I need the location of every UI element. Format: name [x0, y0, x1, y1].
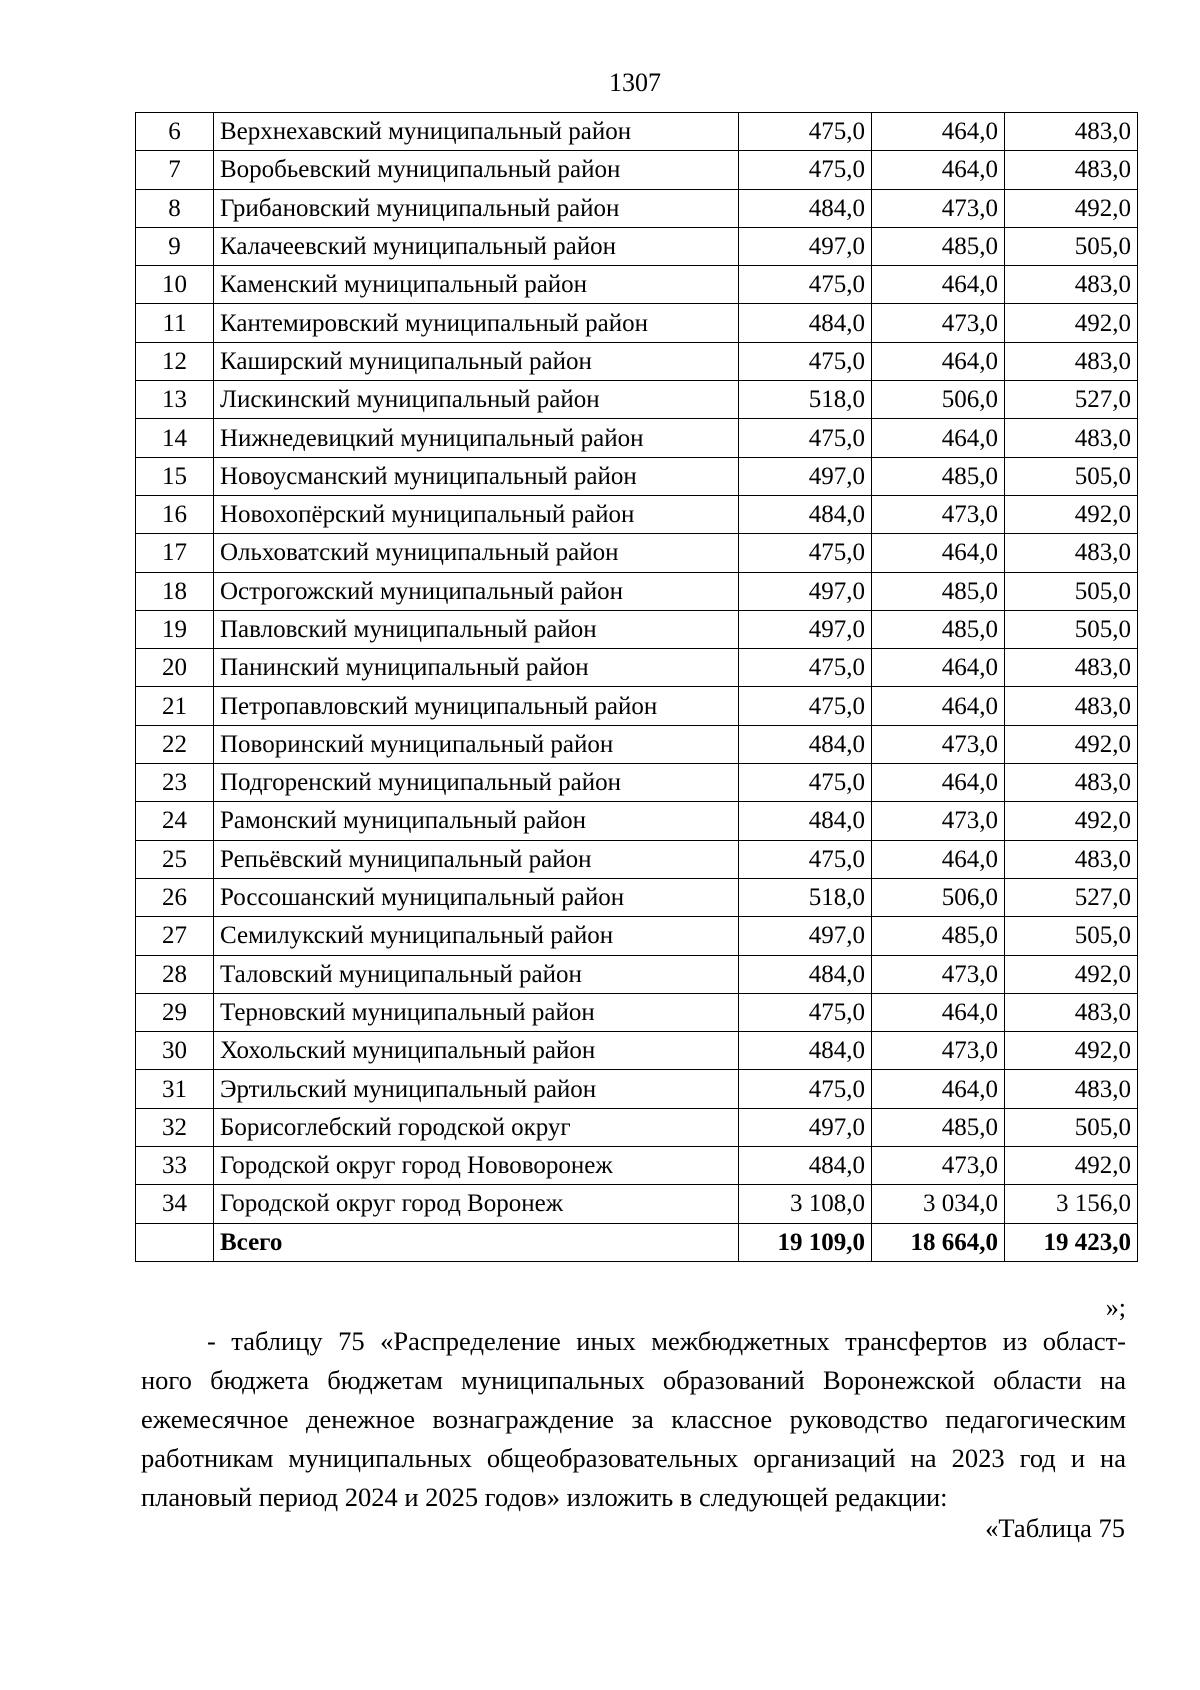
municipality-name-cell: Каменский муниципальный район — [214, 266, 739, 304]
amount-2025-cell: 483,0 — [1005, 342, 1138, 380]
table-row — [136, 687, 1138, 725]
municipality-name-cell: Семилукский муниципальный район — [214, 917, 739, 955]
municipality-name-cell: Борисоглебский городской округ — [214, 1108, 739, 1146]
municipality-name-cell: Эртильский муниципальный район — [214, 1070, 739, 1108]
total-municipality-name-cell: Всего — [214, 1223, 739, 1261]
amount-2023-cell: 497,0 — [739, 610, 872, 648]
municipality-name-cell: Новоусманский муниципальный район — [214, 457, 739, 495]
table-row — [136, 1108, 1138, 1146]
table-row — [136, 534, 1138, 572]
municipality-name-cell: Верхнехавский муниципальный район — [214, 113, 739, 151]
row-number-cell: 17 — [136, 534, 214, 572]
row-number-cell: 7 — [136, 151, 214, 189]
amount-2025-cell: 483,0 — [1005, 419, 1138, 457]
table-row — [136, 1032, 1138, 1070]
municipality-name-cell: Поворинский муниципальный район — [214, 725, 739, 763]
amount-2025-cell: 483,0 — [1005, 1070, 1138, 1108]
table-row — [136, 419, 1138, 457]
amount-2024-cell: 464,0 — [872, 687, 1005, 725]
amount-2023-cell: 475,0 — [739, 419, 872, 457]
total-row-number-cell — [136, 1223, 214, 1261]
amount-2025-cell: 483,0 — [1005, 840, 1138, 878]
amount-2025-cell: 483,0 — [1005, 649, 1138, 687]
municipality-name-cell: Репьёвский муниципальный район — [214, 840, 739, 878]
closing-quote: »; — [1105, 1293, 1126, 1322]
row-number-cell: 32 — [136, 1108, 214, 1146]
row-number-cell: 11 — [136, 304, 214, 342]
amount-2024-cell: 485,0 — [872, 457, 1005, 495]
row-number-cell: 34 — [136, 1185, 214, 1223]
amount-2025-cell: 483,0 — [1005, 113, 1138, 151]
row-number-cell: 16 — [136, 495, 214, 533]
municipality-name-cell: Острогожский муниципальный район — [214, 572, 739, 610]
amount-2024-cell: 3 034,0 — [872, 1185, 1005, 1223]
row-number-cell: 8 — [136, 189, 214, 227]
amount-2025-cell: 483,0 — [1005, 764, 1138, 802]
table-row — [136, 840, 1138, 878]
amount-2025-cell: 483,0 — [1005, 534, 1138, 572]
row-number-cell: 29 — [136, 993, 214, 1031]
paragraph-line: - таблицу 75 «Распределение иных межбюджетных трансфертов из област- — [207, 1326, 1126, 1356]
municipality-name-cell: Кантемировский муниципальный район — [214, 304, 739, 342]
amount-2023-cell: 484,0 — [739, 495, 872, 533]
table-row — [136, 227, 1138, 265]
amount-2025-cell: 527,0 — [1005, 381, 1138, 419]
municipality-name-cell: Таловский муниципальный район — [214, 955, 739, 993]
paragraph-line: ного бюджета бюджетам муниципальных образований Воронежской области на — [141, 1365, 1126, 1395]
amount-2023-cell: 484,0 — [739, 725, 872, 763]
table-row — [136, 304, 1138, 342]
municipality-name-cell: Воробьевский муниципальный район — [214, 151, 739, 189]
row-number-cell: 20 — [136, 649, 214, 687]
amount-2025-cell: 492,0 — [1005, 189, 1138, 227]
amount-2023-cell: 475,0 — [739, 649, 872, 687]
municipality-name-cell: Грибановский муниципальный район — [214, 189, 739, 227]
paragraph-line: ежемесячное денежное вознаграждение за классное руководство педагогическим — [141, 1404, 1126, 1434]
amount-2023-cell: 475,0 — [739, 993, 872, 1031]
amount-2025-cell: 492,0 — [1005, 725, 1138, 763]
table-row — [136, 189, 1138, 227]
total-row — [136, 1223, 1138, 1261]
row-number-cell: 27 — [136, 917, 214, 955]
amount-2024-cell: 473,0 — [872, 955, 1005, 993]
amount-2023-cell: 475,0 — [739, 687, 872, 725]
amount-2024-cell: 506,0 — [872, 381, 1005, 419]
amount-2025-cell: 492,0 — [1005, 1147, 1138, 1185]
amount-2024-cell: 464,0 — [872, 342, 1005, 380]
amount-2023-cell: 475,0 — [739, 534, 872, 572]
amount-2024-cell: 473,0 — [872, 495, 1005, 533]
amount-2024-cell: 473,0 — [872, 189, 1005, 227]
amount-2025-cell: 483,0 — [1005, 151, 1138, 189]
amount-2024-cell: 473,0 — [872, 304, 1005, 342]
amount-2023-cell: 497,0 — [739, 1108, 872, 1146]
municipality-name-cell: Нижнедевицкий муниципальный район — [214, 419, 739, 457]
amount-2023-cell: 497,0 — [739, 227, 872, 265]
table-row — [136, 572, 1138, 610]
table-caption: «Таблица 75 — [985, 1513, 1125, 1543]
municipality-name-cell: Городской округ город Воронеж — [214, 1185, 739, 1223]
amount-2023-cell: 475,0 — [739, 840, 872, 878]
table-row — [136, 802, 1138, 840]
row-number-cell: 15 — [136, 457, 214, 495]
municipality-name-cell: Ольховатский муниципальный район — [214, 534, 739, 572]
paragraph-line: плановый период 2024 и 2025 годов» изложить в следующей редакции: — [141, 1482, 948, 1512]
row-number-cell: 24 — [136, 802, 214, 840]
amount-2024-cell: 473,0 — [872, 1032, 1005, 1070]
table-row — [136, 381, 1138, 419]
amount-2024-cell: 464,0 — [872, 840, 1005, 878]
amount-2024-cell: 473,0 — [872, 802, 1005, 840]
row-number-cell: 10 — [136, 266, 214, 304]
amount-2023-cell: 497,0 — [739, 457, 872, 495]
amount-2023-cell: 475,0 — [739, 151, 872, 189]
table-row — [136, 457, 1138, 495]
row-number-cell: 25 — [136, 840, 214, 878]
amount-2024-cell: 485,0 — [872, 610, 1005, 648]
municipality-name-cell: Терновский муниципальный район — [214, 993, 739, 1031]
amount-2025-cell: 483,0 — [1005, 266, 1138, 304]
amount-2023-cell: 475,0 — [739, 1070, 872, 1108]
amount-2024-cell: 464,0 — [872, 649, 1005, 687]
amount-2025-cell: 527,0 — [1005, 878, 1138, 916]
amount-2024-cell: 464,0 — [872, 764, 1005, 802]
amount-2023-cell: 484,0 — [739, 1032, 872, 1070]
table-row — [136, 993, 1138, 1031]
amount-2025-cell: 3 156,0 — [1005, 1185, 1138, 1223]
amount-2023-cell: 475,0 — [739, 342, 872, 380]
municipality-name-cell: Рамонский муниципальный район — [214, 802, 739, 840]
municipality-name-cell: Калачеевский муниципальный район — [214, 227, 739, 265]
amount-2024-cell: 485,0 — [872, 572, 1005, 610]
row-number-cell: 6 — [136, 113, 214, 151]
table-row — [136, 917, 1138, 955]
amount-2025-cell: 492,0 — [1005, 304, 1138, 342]
municipality-name-cell: Новохопёрский муниципальный район — [214, 495, 739, 533]
table-row — [136, 342, 1138, 380]
amount-2023-cell: 475,0 — [739, 266, 872, 304]
amount-2023-cell: 497,0 — [739, 917, 872, 955]
amount-2025-cell: 492,0 — [1005, 1032, 1138, 1070]
row-number-cell: 9 — [136, 227, 214, 265]
transfers-table-body — [136, 113, 1138, 1262]
amount-2024-cell: 464,0 — [872, 993, 1005, 1031]
amount-2023-cell: 484,0 — [739, 955, 872, 993]
transfers-table — [135, 112, 1138, 1262]
municipality-name-cell: Павловский муниципальный район — [214, 610, 739, 648]
municipality-name-cell: Россошанский муниципальный район — [214, 878, 739, 916]
row-number-cell: 21 — [136, 687, 214, 725]
table-row — [136, 725, 1138, 763]
amount-2025-cell: 505,0 — [1005, 1108, 1138, 1146]
municipality-name-cell: Городской округ город Нововоронеж — [214, 1147, 739, 1185]
amount-2024-cell: 485,0 — [872, 917, 1005, 955]
table-row — [136, 266, 1138, 304]
amount-2025-cell: 492,0 — [1005, 495, 1138, 533]
total-amount-2024-cell: 18 664,0 — [872, 1223, 1005, 1261]
municipality-name-cell: Панинский муниципальный район — [214, 649, 739, 687]
row-number-cell: 28 — [136, 955, 214, 993]
table-row — [136, 610, 1138, 648]
amount-2025-cell: 505,0 — [1005, 572, 1138, 610]
amount-2024-cell: 464,0 — [872, 113, 1005, 151]
amount-2024-cell: 506,0 — [872, 878, 1005, 916]
amount-2023-cell: 484,0 — [739, 1147, 872, 1185]
row-number-cell: 13 — [136, 381, 214, 419]
amount-2025-cell: 505,0 — [1005, 610, 1138, 648]
amount-2025-cell: 492,0 — [1005, 802, 1138, 840]
table-row — [136, 151, 1138, 189]
row-number-cell: 23 — [136, 764, 214, 802]
row-number-cell: 14 — [136, 419, 214, 457]
table-row — [136, 649, 1138, 687]
amount-2025-cell: 505,0 — [1005, 457, 1138, 495]
amount-2025-cell: 483,0 — [1005, 687, 1138, 725]
amount-2023-cell: 475,0 — [739, 764, 872, 802]
total-amount-2023-cell: 19 109,0 — [739, 1223, 872, 1261]
amount-2024-cell: 464,0 — [872, 151, 1005, 189]
amount-2023-cell: 484,0 — [739, 189, 872, 227]
row-number-cell: 31 — [136, 1070, 214, 1108]
amount-2023-cell: 475,0 — [739, 113, 872, 151]
amount-2023-cell: 484,0 — [739, 304, 872, 342]
amount-2024-cell: 485,0 — [872, 227, 1005, 265]
amount-2024-cell: 473,0 — [872, 725, 1005, 763]
municipality-name-cell: Петропавловский муниципальный район — [214, 687, 739, 725]
amount-2024-cell: 464,0 — [872, 534, 1005, 572]
amount-2023-cell: 484,0 — [739, 802, 872, 840]
municipality-name-cell: Каширский муниципальный район — [214, 342, 739, 380]
row-number-cell: 33 — [136, 1147, 214, 1185]
paragraph-line: работникам муниципальных общеобразовательных организаций на 2023 год и на — [141, 1443, 1126, 1473]
amount-2024-cell: 464,0 — [872, 419, 1005, 457]
table-row — [136, 878, 1138, 916]
amendment-paragraph — [141, 1322, 1126, 1517]
amount-2024-cell: 485,0 — [872, 1108, 1005, 1146]
table-row — [136, 1185, 1138, 1223]
amount-2024-cell: 464,0 — [872, 1070, 1005, 1108]
table-row — [136, 113, 1138, 151]
amount-2024-cell: 473,0 — [872, 1147, 1005, 1185]
municipality-name-cell: Лискинский муниципальный район — [214, 381, 739, 419]
row-number-cell: 22 — [136, 725, 214, 763]
row-number-cell: 12 — [136, 342, 214, 380]
amount-2025-cell: 483,0 — [1005, 993, 1138, 1031]
municipality-name-cell: Подгоренский муниципальный район — [214, 764, 739, 802]
amount-2025-cell: 505,0 — [1005, 917, 1138, 955]
row-number-cell: 19 — [136, 610, 214, 648]
amount-2023-cell: 518,0 — [739, 878, 872, 916]
amount-2025-cell: 492,0 — [1005, 955, 1138, 993]
table-row — [136, 495, 1138, 533]
table-row — [136, 764, 1138, 802]
row-number-cell: 30 — [136, 1032, 214, 1070]
amount-2023-cell: 3 108,0 — [739, 1185, 872, 1223]
row-number-cell: 18 — [136, 572, 214, 610]
table-row — [136, 1070, 1138, 1108]
municipality-name-cell: Хохольский муниципальный район — [214, 1032, 739, 1070]
table-row — [136, 955, 1138, 993]
row-number-cell: 26 — [136, 878, 214, 916]
page-number: 1307 — [609, 68, 661, 97]
amount-2023-cell: 497,0 — [739, 572, 872, 610]
amount-2025-cell: 505,0 — [1005, 227, 1138, 265]
table-row — [136, 1147, 1138, 1185]
amount-2023-cell: 518,0 — [739, 381, 872, 419]
total-amount-2025-cell: 19 423,0 — [1005, 1223, 1138, 1261]
amount-2024-cell: 464,0 — [872, 266, 1005, 304]
